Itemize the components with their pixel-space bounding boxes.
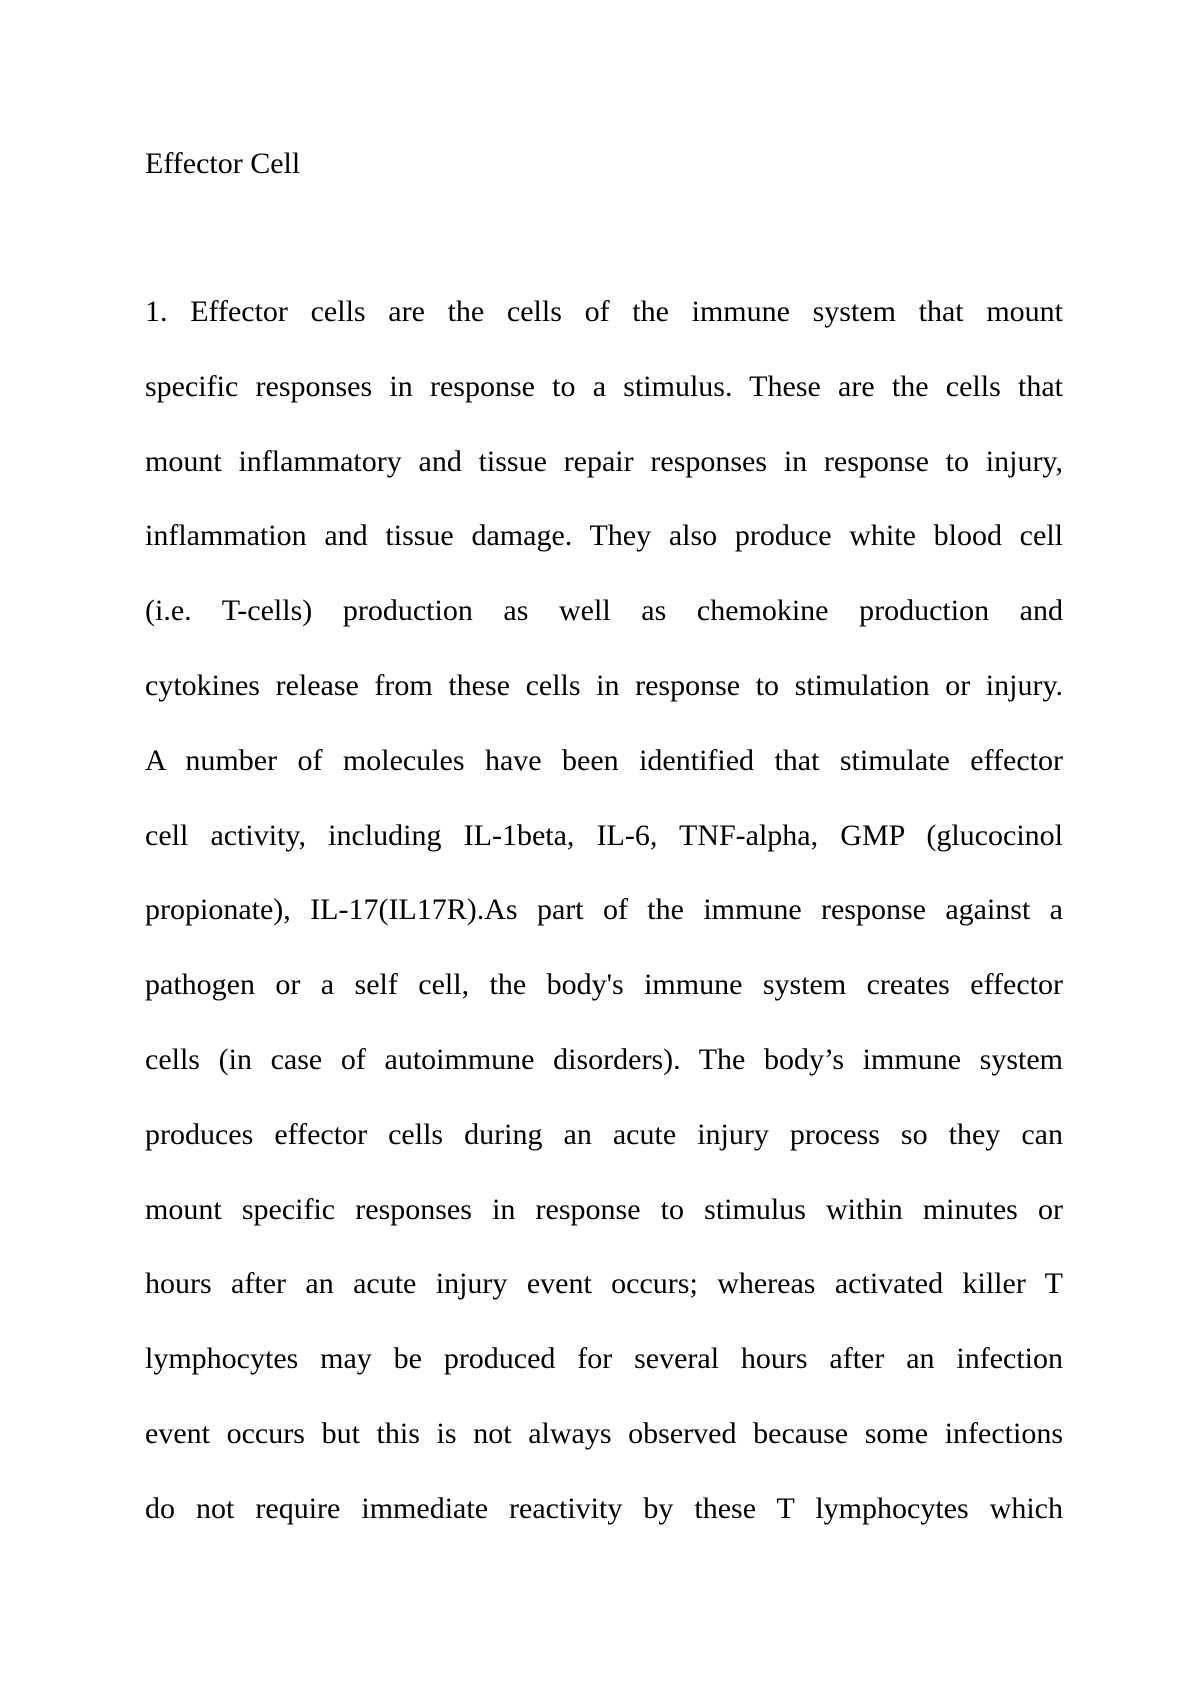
body-line: pathogen or a self cell, the body's immune system creates effector xyxy=(145,968,1063,1002)
body-line: cytokines release from these cells in response to stimulation or injury. xyxy=(145,668,1063,702)
document-title: Effector Cell xyxy=(145,147,301,180)
body-line: propionate), IL-17(IL17R).As part of the immune response against a xyxy=(145,893,1063,927)
body-line: event occurs but this is not always observed because some infections xyxy=(145,1416,1063,1450)
body-line: mount specific responses in response to stimulus within minutes or xyxy=(145,1192,1063,1226)
body-line: specific responses in response to a stimulus. These are the cells that xyxy=(145,369,1063,403)
body-line: lymphocytes may be produced for several hours after an infection xyxy=(145,1342,1063,1376)
body-line: 1. Effector cells are the cells of the immune system that mount xyxy=(145,295,1063,328)
body-line: produces effector cells during an acute injury process so they can xyxy=(145,1117,1063,1151)
body-line: cell activity, including IL-1beta, IL-6, TNF-alpha, GMP (glucocinol xyxy=(145,818,1063,852)
body-line: A number of molecules have been identified that stimulate effector xyxy=(145,743,1063,777)
body-line: inflammation and tissue damage. They also produce white blood cell xyxy=(145,519,1063,553)
body-line: mount inflammatory and tissue repair responses in response to injury, xyxy=(145,444,1063,478)
body-line: hours after an acute injury event occurs; whereas activated killer T xyxy=(145,1267,1063,1301)
document-body xyxy=(145,294,1063,1566)
body-line: do not require immediate reactivity by these T lymphocytes which xyxy=(145,1491,1063,1525)
body-line: cells (in case of autoimmune disorders). The body’s immune system xyxy=(145,1042,1063,1076)
body-line: (i.e. T-cells) production as well as chemokine production and xyxy=(145,594,1063,628)
